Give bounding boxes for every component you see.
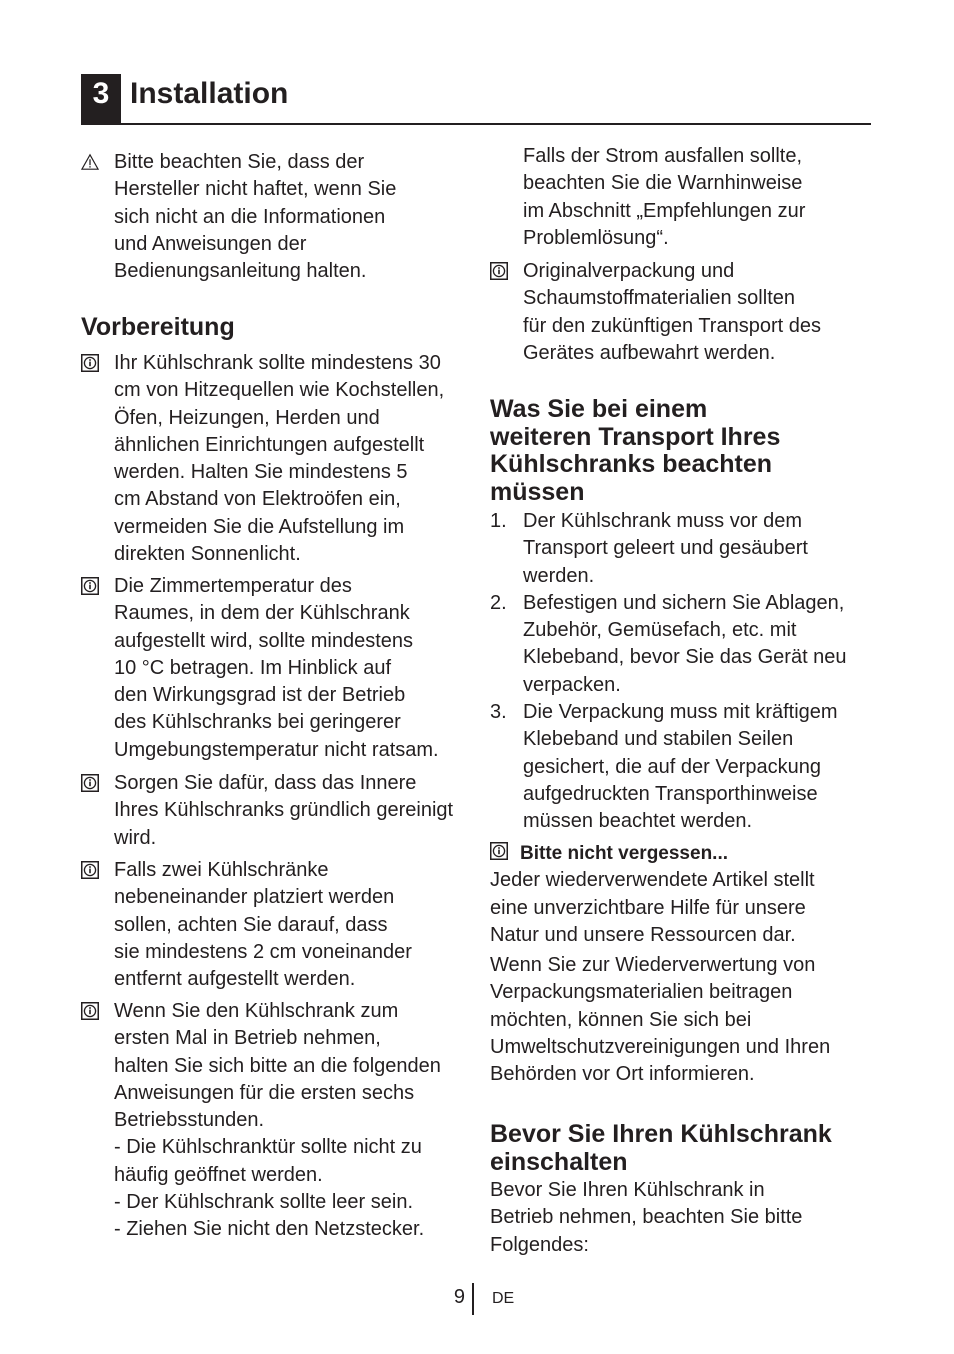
- text-line: halten Sie sich bitte an die folgenden: [114, 1054, 441, 1077]
- text-line: aufgestellt wird, sollte mindestens: [114, 629, 414, 652]
- text-line: verpacken.: [523, 673, 621, 696]
- transport-steps-list: [490, 508, 874, 836]
- text-line: Originalverpackung und: [523, 260, 735, 282]
- note-packaging: [490, 258, 874, 367]
- text-line: cm von Hitzequellen wie Kochstellen,: [114, 379, 445, 402]
- text-line: Falls der Strom ausfallen sollte,: [523, 145, 803, 167]
- heading-line: müssen: [490, 477, 585, 506]
- footer-divider: [472, 1283, 474, 1315]
- chapter-number: 3: [81, 74, 121, 123]
- text-line: Verpackungsmaterialien beitragen: [490, 981, 793, 1004]
- text-line: werden. Halten Sie mindestens 5: [114, 461, 408, 484]
- text-line: Behörden vor Ort informieren.: [490, 1063, 755, 1086]
- heading-line: Kühlschranks beachten: [490, 450, 773, 478]
- info-icon: [490, 262, 508, 280]
- text-line: Betriebsstunden.: [114, 1109, 265, 1132]
- heading-line: einschalten: [490, 1147, 628, 1176]
- text-line: direkten Sonnenlicht.: [114, 543, 301, 566]
- list-number: 2.: [490, 591, 507, 614]
- power-failure-continued: [490, 143, 874, 252]
- text-line: Der Kühlschrank muss vor dem: [523, 510, 802, 532]
- transport-heading: [490, 396, 874, 506]
- reminder-block: [490, 840, 874, 1089]
- text-line: Folgendes:: [490, 1233, 589, 1256]
- info-icon: [81, 774, 99, 792]
- text-line: gesichert, die auf der Verpackung: [523, 755, 821, 778]
- info-icon: [81, 354, 99, 372]
- text-line: Gerätes aufbewahrt werden.: [523, 341, 776, 364]
- text-line: Wenn Sie den Kühlschrank zum: [114, 1000, 399, 1022]
- text-line: müssen beachtet werden.: [523, 810, 753, 833]
- text-line: Befestigen und sichern Sie Ablagen,: [523, 591, 845, 614]
- list-item: [490, 699, 874, 835]
- text-line: beachten Sie die Warnhinweise: [523, 172, 803, 195]
- text-line: Jeder wiederverwendete Artikel stellt: [490, 869, 815, 892]
- list-number: 3.: [490, 701, 507, 724]
- text-line: Problemlösung“.: [523, 226, 669, 249]
- text-line: Bedienungsanleitung halten.: [114, 260, 367, 283]
- text-line: nebeneinander platziert werden: [114, 886, 395, 909]
- language-code: DE: [492, 1290, 515, 1307]
- text-line: Sorgen Sie dafür, dass das Innere: [114, 772, 417, 794]
- info-icon: [81, 577, 99, 595]
- text-line: Klebeband, bevor Sie das Gerät neu: [523, 646, 847, 669]
- text-line: Ihres Kühlschranks gründlich gereinigt: [114, 799, 454, 822]
- heading-line: Was Sie bei einem: [490, 395, 708, 423]
- text-line: Betrieb nehmen, beachten Sie bitte: [490, 1206, 803, 1229]
- before-start-text: [490, 1177, 874, 1259]
- text-line: Klebeband und stabilen Seilen: [523, 728, 794, 751]
- text-line: Natur und unsere Ressourcen dar.: [490, 923, 796, 946]
- chapter-header: [81, 74, 871, 125]
- text-line: wird.: [114, 826, 157, 849]
- text-line: cm Abstand von Elektroöfen ein,: [114, 488, 401, 511]
- note-two-fridges: [81, 857, 465, 993]
- text-line: ersten Mal in Betrieb nehmen,: [114, 1027, 381, 1050]
- text-line: den Wirkungsgrad ist der Betrieb: [114, 684, 406, 707]
- text-line: Wenn Sie zur Wiederverwertung von: [490, 954, 816, 977]
- text-line: Schaumstoffmaterialien sollten: [523, 287, 795, 310]
- note-first-operation: [81, 998, 465, 1244]
- preparation-heading: Vorbereitung: [81, 313, 235, 341]
- text-line: des Kühlschranks bei geringerer: [114, 711, 401, 734]
- text-line: entfernt aufgestellt werden.: [114, 968, 356, 991]
- reminder-title: Bitte nicht vergessen...: [520, 843, 729, 864]
- text-line: Anweisungen für die ersten sechs: [114, 1081, 415, 1104]
- info-icon: [81, 1002, 99, 1020]
- text-line: Die Verpackung muss mit kräftigem: [523, 701, 838, 724]
- text-line: und Anweisungen der: [114, 232, 307, 255]
- warning-triangle-icon: [81, 153, 99, 171]
- heading-line: Bevor Sie Ihren Kühlschrank: [490, 1120, 832, 1148]
- text-line: Ihr Kühlschrank sollte mindestens 30: [114, 352, 441, 374]
- text-line: Transport geleert und gesäubert: [523, 537, 808, 560]
- text-line: ähnlichen Einrichtungen aufgestellt: [114, 433, 425, 456]
- text-line: werden.: [523, 564, 595, 587]
- heading-line: weiteren Transport Ihres: [490, 422, 781, 451]
- text-line: Öfen, Heizungen, Herden und: [114, 406, 380, 429]
- page-number: 9: [453, 1286, 465, 1308]
- info-icon: [81, 861, 99, 879]
- text-line: - Ziehen Sie nicht den Netzstecker.: [114, 1218, 425, 1241]
- text-line: sollen, achten Sie darauf, dass: [114, 913, 388, 936]
- warning-note: [81, 149, 465, 285]
- text-line: aufgedruckten Transporthinweise: [523, 782, 818, 805]
- list-item: [490, 508, 874, 590]
- note-cleaning: [81, 770, 465, 852]
- text-line: vermeiden Sie die Aufstellung im: [114, 515, 405, 538]
- text-line: - Der Kühlschrank sollte leer sein.: [114, 1191, 414, 1214]
- text-line: Umweltschutzvereinigungen und Ihren: [490, 1036, 831, 1059]
- text-line: sie mindestens 2 cm voneinander: [114, 940, 412, 963]
- page-footer: [0, 1283, 954, 1315]
- text-line: Umgebungstemperatur nicht ratsam.: [114, 738, 439, 761]
- chapter-title: Installation: [130, 77, 289, 110]
- text-line: Bitte beachten Sie, dass der: [114, 151, 365, 173]
- text-line: - Die Kühlschranktür sollte nicht zu: [114, 1136, 422, 1159]
- note-heat-sources: [81, 350, 465, 568]
- text-line: Die Zimmertemperatur des: [114, 575, 352, 597]
- list-item: [490, 590, 874, 699]
- note-room-temperature: [81, 573, 465, 764]
- text-line: sich nicht an die Informationen: [114, 205, 386, 228]
- text-line: häufig geöffnet werden.: [114, 1163, 323, 1186]
- text-line: eine unverzichtbare Hilfe für unsere: [490, 896, 806, 919]
- text-line: Raumes, in dem der Kühlschrank: [114, 602, 410, 625]
- info-icon: [490, 842, 508, 860]
- text-line: 10 °C betragen. Im Hinblick auf: [114, 656, 392, 679]
- text-line: Bevor Sie Ihren Kühlschrank in: [490, 1179, 765, 1201]
- text-line: im Abschnitt „Empfehlungen zur: [523, 199, 806, 222]
- text-line: Zubehör, Gemüsefach, etc. mit: [523, 619, 797, 642]
- text-line: für den zukünftigen Transport des: [523, 314, 821, 337]
- reminder-title-row: [490, 840, 874, 867]
- list-number: 1.: [490, 510, 507, 532]
- text-line: möchten, können Sie sich bei: [490, 1008, 752, 1031]
- text-line: Falls zwei Kühlschränke: [114, 859, 329, 881]
- text-line: Hersteller nicht haftet, wenn Sie: [114, 178, 397, 201]
- before-start-heading: [490, 1121, 874, 1176]
